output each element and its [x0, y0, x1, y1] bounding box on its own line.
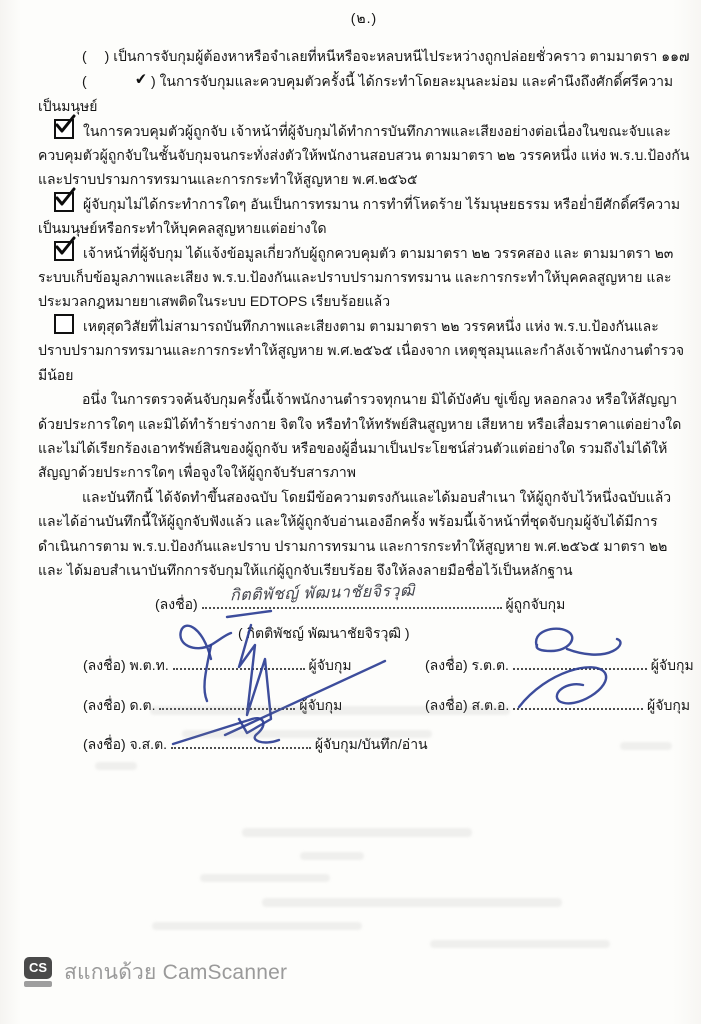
officer-signature-grid: [83, 653, 694, 756]
sign-label: (ลงชื่อ): [425, 657, 468, 674]
checklist-item-text: ในการจับกุมและควบคุมตัวครั้งนี้ ได้กระทำโดยละมุนละม่อม และคำนึงถึงศักดิ์ศรีความเป็นมนุษย์: [38, 72, 674, 115]
checklist-item-recording: [38, 119, 690, 192]
arrestee-printed-name: ( กิตติพัชญ์ พัฒนาชัยจิรวุฒิ ): [238, 624, 410, 641]
paragraph-two-copies: และบันทึกนี้ ได้จัดทำขึ้นสองฉบับ โดยมีข้อความตรงกันและได้มอบสำเนา ให้ผู้ถูกจับไว้หนึ่งฉบับแล้ว และได้อ่านบันทึกนี้ให้ผู้ถูกจับฟังแล้ว และให้ผู้ถูกจับอ่านเองอีกครั้ง พร้อมนี้เจ้าหน้าที่ชุดจับกุมผู้จับได้มีการดำเนินการตาม พ.ร.บ.ป้องกันและปราบ ปรามการทรมาน และการกระทำให้สูญหาย พ.ศ.๒๕๖๕ มาตรา ๒๒ และ ได้มอบสำเนาบันทึกการจับกุมให้แก่ผู้ถูกจับเรียบร้อย จึงให้ลงลายมือชื่อไว้เป็นหลักฐาน: [38, 488, 672, 578]
bleed-through-ghost: [262, 898, 562, 907]
signature-role: ผู้จับกุม: [650, 657, 694, 674]
camscanner-footer: [24, 956, 287, 989]
checklist-item-release-escape: [38, 44, 690, 68]
camscanner-logo-base: [24, 981, 52, 987]
officer-rank: พ.ต.ท.: [129, 657, 169, 674]
checkbox-empty-icon: [54, 314, 74, 334]
scanned-with-camscanner-label: สแกนด้วย CamScanner: [64, 961, 288, 984]
sign-label: (ลงชื่อ): [83, 657, 126, 674]
sign-label: (ลงชื่อ): [155, 596, 198, 613]
signature-row-officer-1: [83, 653, 425, 677]
checklist-item-force-majeure: [38, 314, 690, 387]
checklist-item-gentle-arrest: [38, 69, 690, 119]
sign-label: (ลงชื่อ): [83, 696, 126, 713]
checkbox-checked-icon: [54, 119, 74, 139]
signature-line-wrap: [513, 693, 643, 717]
bleed-through-ghost: [300, 852, 364, 860]
arrestee-signature-handwriting: กิตติพัชญ์ พัฒนาชัยจิรวุฒิ: [229, 582, 415, 605]
signature-role: ผู้จับกุม/บันทึก/อ่าน: [314, 735, 428, 752]
bleed-through-ghost: [200, 874, 330, 882]
signature-role: ผู้ถูกจับกุม: [505, 596, 566, 613]
checklist-item-text: เป็นการจับกุมผู้ต้องหาหรือจำเลยที่หนีหรือจะหลบหนีไประหว่างถูกปล่อยชั่วคราว ตามมาตรา ๑๑๗: [113, 48, 690, 65]
document-body: [38, 6, 694, 756]
signature-role: ผู้จับกุม: [308, 657, 352, 674]
sign-label: (ลงชื่อ): [83, 735, 126, 752]
officer-rank: ร.ต.ต.: [471, 657, 509, 674]
paragraph-no-coercion: อนึ่ง ในการตรวจค้นจับกุมครั้งนี้เจ้าพนักงานตำรวจทุกนาย มิได้บังคับ ขู่เข็ญ หลอกลวง หรือให้สัญญาด้วยประการใดๆ และมิได้ทำร้ายร่างกาย จิตใจ หรือทำให้ทรัพย์สินสูญหาย เสียหาย หรือเสื่อมราคาแต่อย่างใด และไม่ได้เรียกร้องเอาทรัพย์สินของผู้ถูกจับ หรือของผู้อื่นมาเป็นประโยชน์ส่วนตัวแต่อย่างใด รวมถึงไม่ได้ให้สัญญาด้วยประการใดๆ เพื่อจูงใจให้ผู้ถูกจับรับสารภาพ: [38, 391, 682, 481]
bleed-through-ghost: [620, 742, 672, 750]
signature-role: ผู้จับกุม: [299, 696, 343, 713]
camscanner-logo-text: CS: [24, 957, 52, 979]
signature-role: ผู้จับกุม: [647, 696, 691, 713]
sign-label: (ลงชื่อ): [425, 696, 468, 713]
camscanner-logo-icon: [24, 957, 54, 989]
bleed-through-ghost: [430, 940, 610, 948]
checklist-item-text: เหตุสุดวิสัยที่ไม่สามารถบันทึกภาพและเสียงตาม ตามมาตรา ๒๒ วรรคหนึ่ง แห่ง พ.ร.บ.ป้องกันและปราบปรามการทรมานและการกระทำให้สูญหาย พ.ศ.๒๕๖๕ เนื่องจาก เหตุชุลมุนและกำลังเจ้าพนักงานตำรวจมีน้อย: [38, 317, 685, 383]
signature-line: [173, 655, 305, 670]
signature-line: [513, 695, 643, 710]
signature-line: [513, 655, 647, 670]
check-mark-icon: ✔: [133, 70, 148, 89]
bleed-through-ghost: [182, 730, 432, 738]
signature-row-arrestee: [155, 582, 690, 616]
paren-open: (: [82, 72, 87, 89]
checkbox-checked-icon: [54, 192, 74, 212]
officer-rank: ส.ต.อ.: [471, 696, 510, 713]
bleed-through-ghost: [95, 762, 137, 770]
paren-open: (: [82, 48, 87, 65]
checkbox-checked-icon: [54, 241, 74, 261]
signature-line-wrap: [513, 653, 647, 677]
checklist-item-text: เจ้าหน้าที่ผู้จับกุม ได้แจ้งข้อมูลเกี่ยวกับผู้ถูกควบคุมตัว ตามมาตรา ๒๒ วรรคสอง และ ตามมาตรา ๒๓ ระบบเก็บข้อมูลภาพและเสียง พ.ร.บ.ป้องกันและปราบปรามการทรมาน และการกระทำให้บุคคลสูญหาย และประมวลกฎหมายยาเสพติดในระบบ EDTOPS เรียบร้อยแล้ว: [38, 244, 674, 310]
officer-rank: จ.ส.ต.: [129, 735, 168, 752]
checklist-item-no-torture: [38, 192, 690, 241]
bleed-through-ghost: [150, 706, 510, 715]
paren-close: ): [151, 72, 156, 89]
checklist-item-text: ผู้จับกุมไม่ได้กระทำการใดๆ อันเป็นการทรมาน การทำที่โหดร้าย ไร้มนุษยธรรม หรือย่ำยีศักดิ์ศรีความเป็นมนุษย์หรือกระทำให้บุคคลสูญหายแต่อย่างใด: [38, 195, 681, 237]
page-number: (๒.): [350, 10, 378, 26]
signature-row-officer-2: [425, 653, 694, 677]
paren-close: ): [104, 48, 110, 65]
checklist-item-text: ในการควบคุมตัวผู้ถูกจับ เจ้าหน้าที่ผู้จับกุมได้ทำการบันทึกภาพและเสียงอย่างต่อเนื่องในขณะจับและควบคุมตัวผู้ถูกจับในชั้นจับกุมจนกระทั่งส่งตัวให้พนักงานสอบสวน ตามมาตรา ๒๒ วรรคหนึ่ง แห่ง พ.ร.บ.ป้องกันและปราบปรามการทรมานและการกระทำให้สูญหาย พ.ศ.๒๕๖๕: [38, 122, 690, 188]
checklist-item-edtops-report: [38, 241, 690, 314]
bleed-through-ghost: [242, 828, 472, 837]
signature-line-wrap: [202, 582, 502, 616]
officer-rank: ด.ต.: [129, 696, 156, 713]
bleed-through-ghost: [152, 922, 362, 930]
signature-line-wrap: [173, 653, 305, 677]
